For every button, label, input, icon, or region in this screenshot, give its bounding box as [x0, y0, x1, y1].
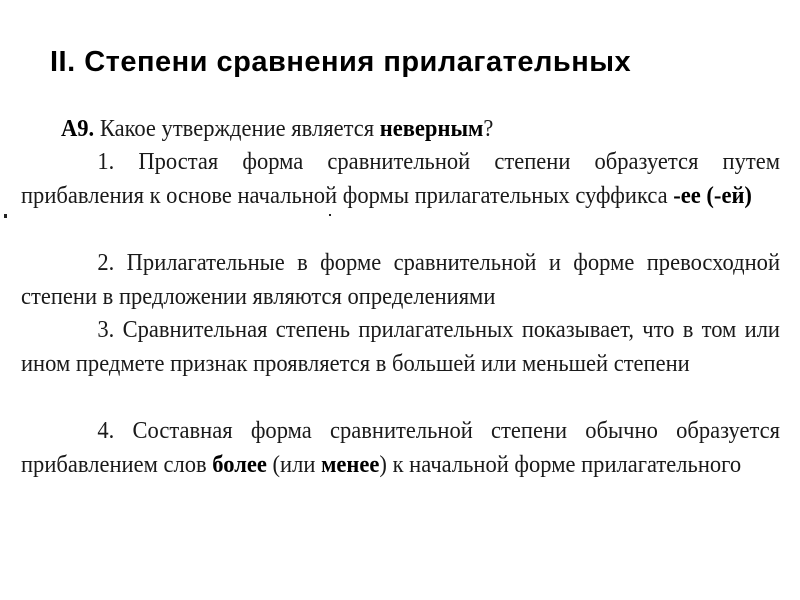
answer-option-2	[21, 246, 780, 313]
page-title: II. Степени сравнения прилагательных	[50, 46, 632, 78]
option-3-number: 3.	[97, 316, 115, 343]
option-4-bold-more: более	[212, 450, 267, 478]
answer-option-1	[21, 145, 780, 212]
answer-option-4	[21, 414, 780, 481]
question-number: А9.	[61, 115, 95, 142]
option-4-number: 4.	[97, 417, 115, 444]
option-1-text: Простая форма сравнительной степени образуется путем прибавления к основе начальной формы прилагательных суффикса	[21, 148, 781, 209]
option-1-number: 1.	[97, 148, 115, 175]
scan-speck	[4, 214, 7, 218]
answer-option-3	[21, 313, 780, 380]
option-1-suffix: -ее (-ей)	[673, 181, 752, 209]
scan-speck	[329, 214, 331, 216]
option-2-number: 2.	[97, 249, 115, 276]
option-3-text: Сравнительная степень прилагательных показывает, что в том или ином предмете признак проявляется в большей или меньшей степени	[21, 316, 781, 377]
question-emphasis: неверным	[379, 115, 484, 142]
question-text-before: Какое утверждение является	[94, 115, 380, 142]
option-2-text: Прилагательные в форме сравнительной и форме превосходной степени в предложении являются определениями	[21, 249, 781, 310]
option-4-text-before: Составная форма сравнительной степени обычно образуется прибавлением слов	[21, 417, 781, 478]
option-4-bold-less: менее	[321, 450, 380, 478]
option-4-text-after: ) к начальной форме прилагательного	[379, 450, 742, 478]
question-text-after: ?	[483, 115, 494, 142]
option-4-text-middle: (или	[266, 450, 322, 478]
question-line	[61, 112, 760, 146]
